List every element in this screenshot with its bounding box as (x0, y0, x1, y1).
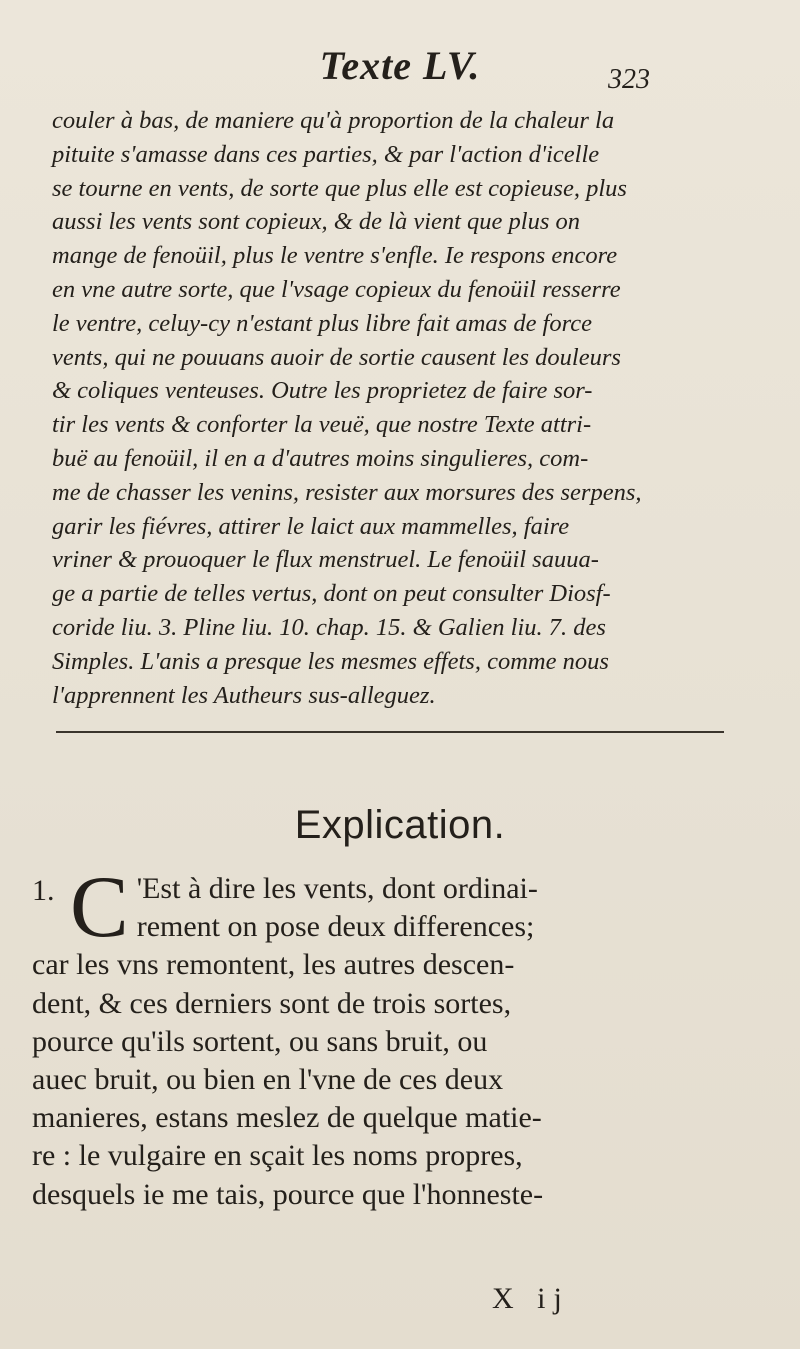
horizontal-rule (56, 731, 724, 733)
explication-text-block (32, 859, 772, 1214)
text-line: pituite s'amasse dans ces parties, & par l'action d'icelle (52, 140, 600, 168)
running-title: Texte LV. (319, 43, 481, 88)
drop-cap: C (70, 859, 129, 956)
text-line: mange de fenoüil, plus le ventre s'enfle. Ie respons encore (52, 242, 618, 270)
text-line: aussi les vents sont copieux, & de là vient que plus on (52, 208, 581, 236)
section-title: Explication. (294, 803, 506, 847)
text-line: le ventre, celuy-cy n'estant plus libre fait amas de force (52, 309, 592, 337)
italic-text-block (52, 104, 762, 712)
text-line: car les vns remontent, les autres descen- (32, 948, 515, 982)
text-line: pource qu'ils sortent, ou sans bruit, ou (32, 1024, 488, 1058)
text-line: & coliques venteuses. Outre les proprietez de faire sor- (52, 377, 593, 405)
text-line: vriner & prouoquer le flux menstruel. Le fenoüil sauua- (52, 546, 599, 574)
text-line: rement on pose deux differences; (136, 910, 535, 944)
note-number: 1. (32, 874, 55, 907)
text-line: vents, qui ne pouuans auoir de sortie causent les douleurs (52, 343, 621, 371)
text-line: couler à bas, de maniere qu'à proportion de la chaleur la (52, 107, 615, 134)
text-line: Simples. L'anis a presque les mesmes effets, comme nous (52, 647, 609, 675)
text-line: l'apprennent les Autheurs sus-alleguez. (52, 681, 436, 709)
text-line: coride liu. 3. Pline liu. 10. chap. 15. & Galien liu. 7. des (52, 613, 606, 641)
text-line: 'Est à dire les vents, dont ordinai- (136, 872, 538, 905)
text-line: ge a partie de telles vertus, dont on peut consulter Diosf- (52, 580, 611, 608)
text-line: re : le vulgaire en sçait les noms propres, (32, 1139, 523, 1173)
text-line: buë au fenoüil, il en a d'autres moins singulieres, com- (52, 444, 589, 472)
text-line: dent, & ces derniers sont de trois sortes, (32, 986, 512, 1020)
text-line: manieres, estans meslez de quelque matie- (32, 1101, 542, 1135)
text-line: se tourne en vents, de sorte que plus elle est copieuse, plus (52, 174, 627, 202)
text-line: me de chasser les venins, resister aux morsures des serpens, (52, 478, 642, 506)
text-line: garir les fiévres, attirer le laict aux mammelles, faire (52, 512, 570, 540)
signature-mark: X ij (492, 1282, 570, 1315)
text-line: tir les vents & conforter la veuë, que nostre Texte attri- (52, 411, 592, 439)
text-line: en vne autre sorte, que l'vsage copieux du fenoüil resserre (52, 275, 621, 303)
page-header (0, 42, 800, 102)
text-line: desquels ie me tais, pource que l'honneste- (32, 1177, 544, 1211)
text-line: auec bruit, ou bien en l'vne de ces deux (32, 1063, 504, 1097)
page-number: 323 (608, 64, 650, 95)
